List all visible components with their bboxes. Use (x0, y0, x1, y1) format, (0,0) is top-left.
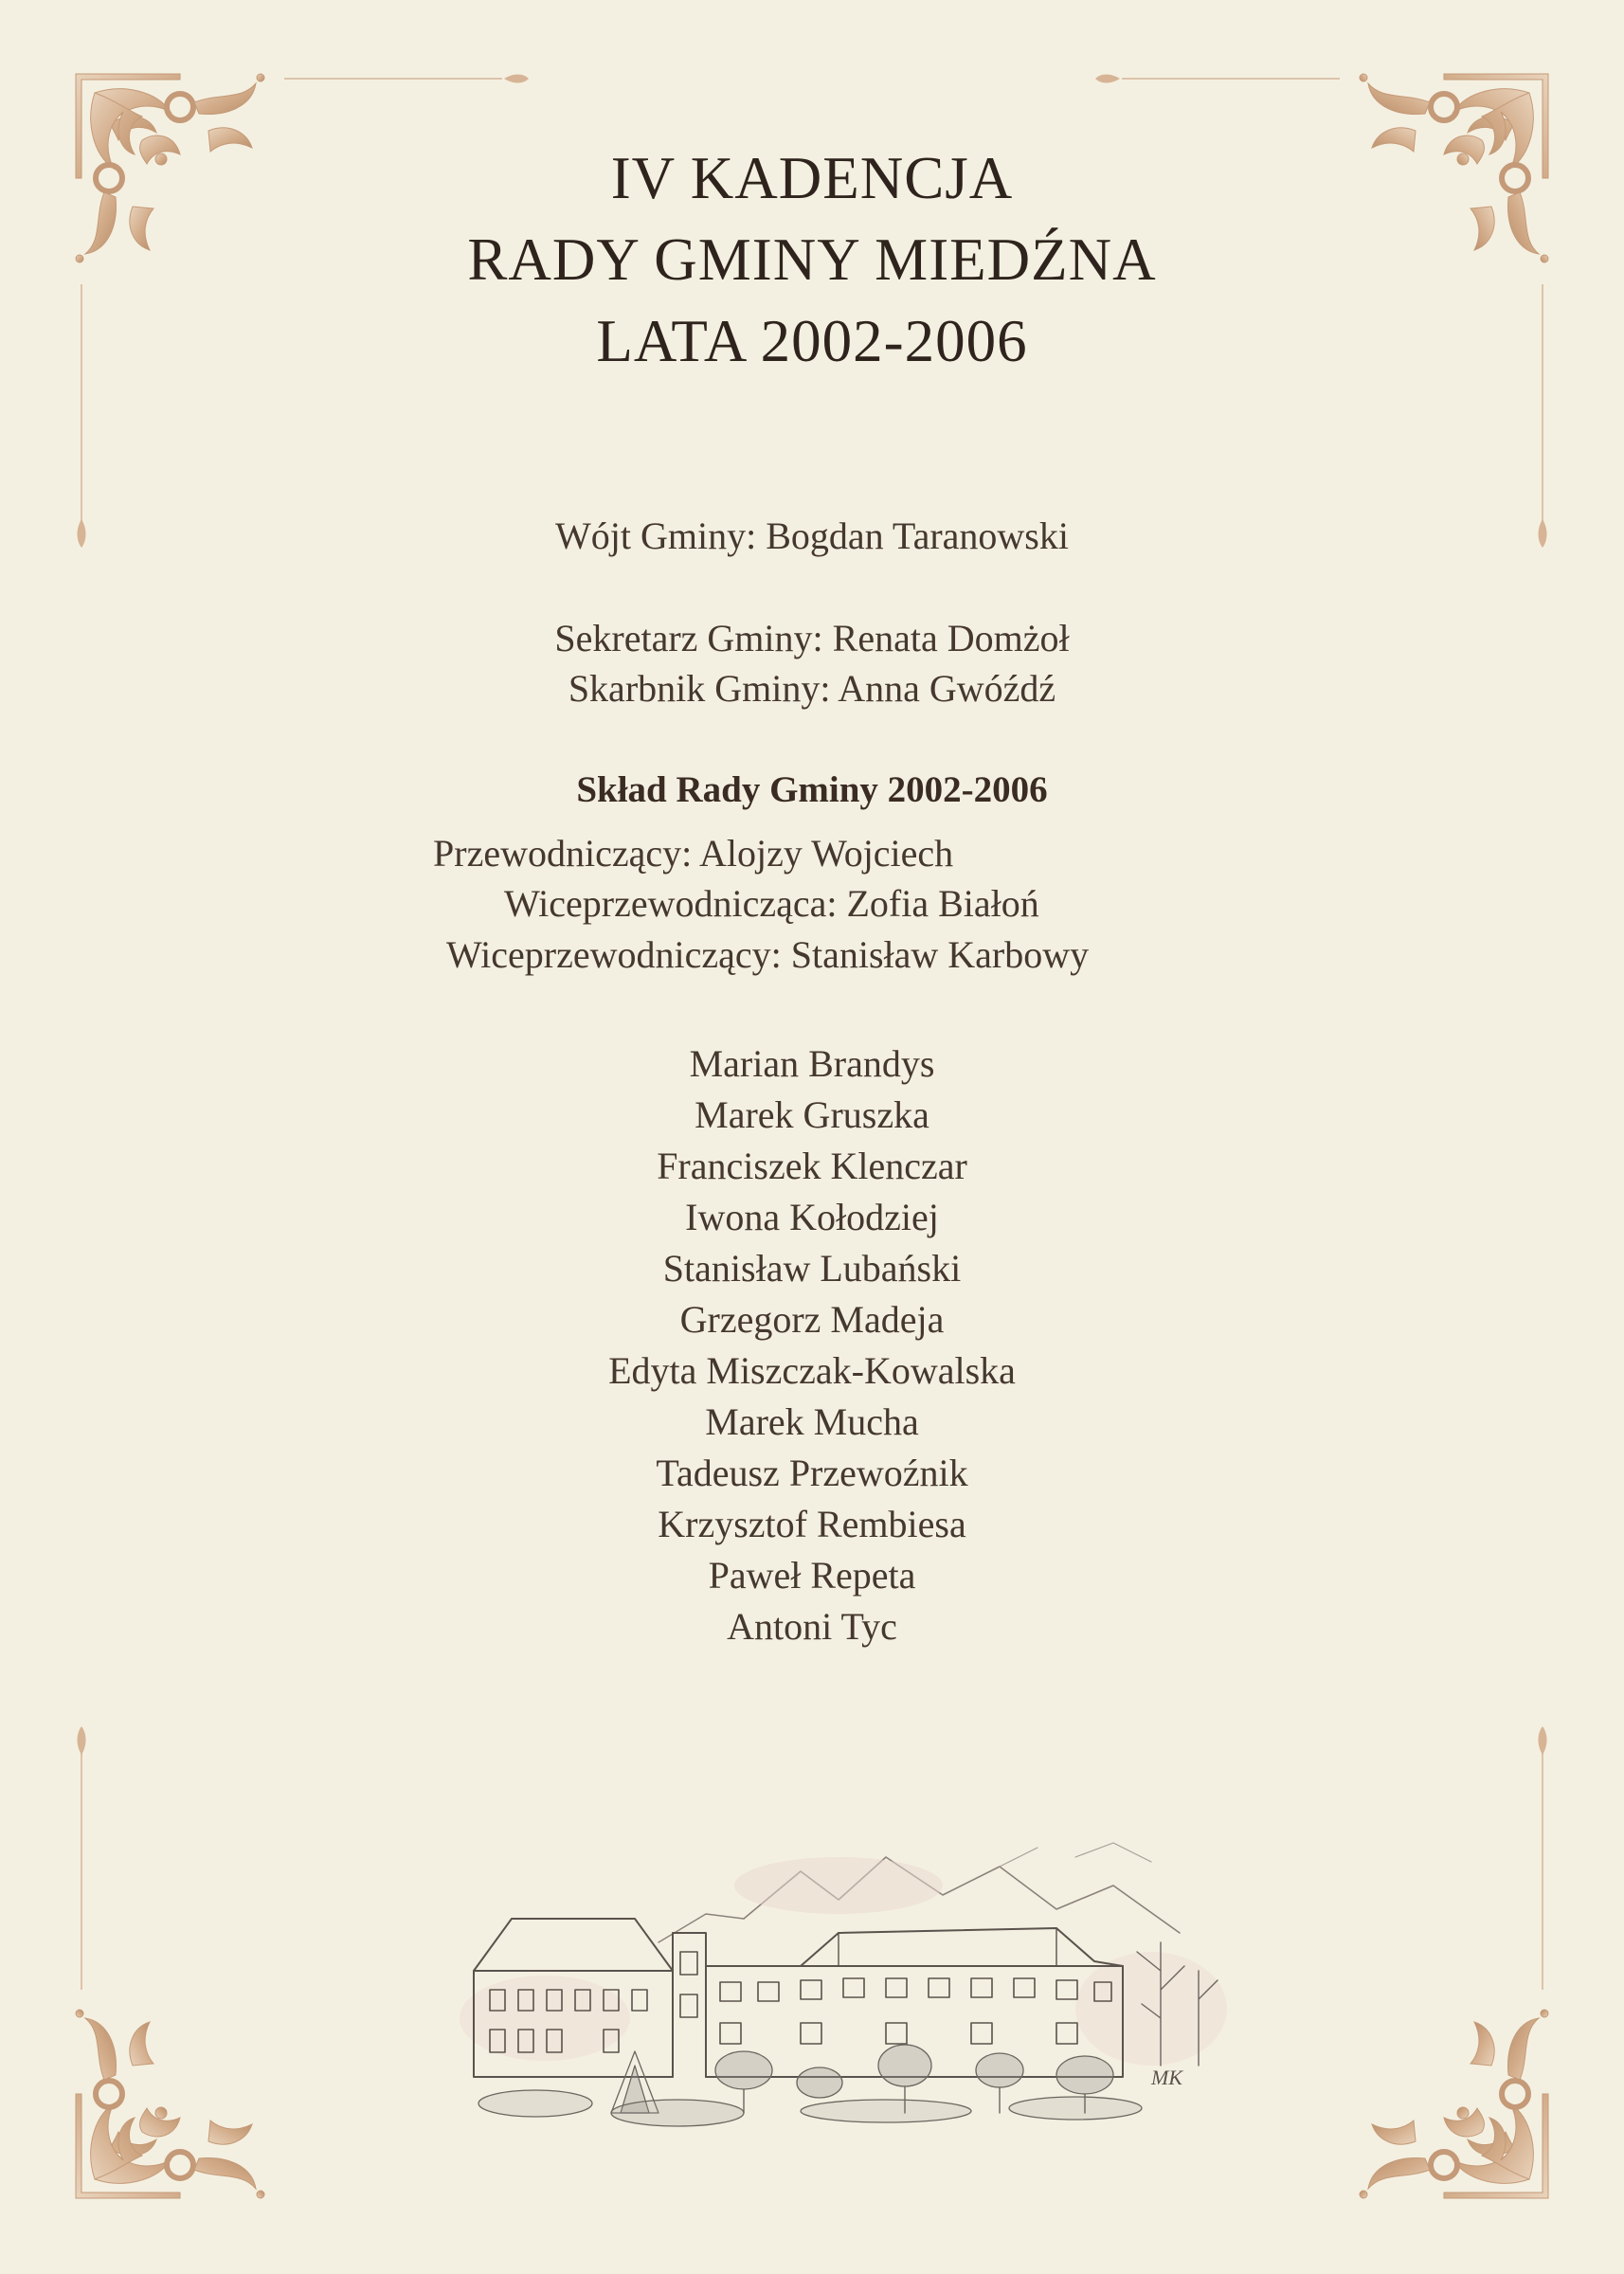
corner-ornament-bottom-right (1340, 1990, 1558, 2208)
title-line-3: LATA 2002-2006 (596, 308, 1028, 374)
council-members-list (0, 1038, 1624, 1652)
border-rule-right-bottom (1534, 1724, 1551, 1990)
title-line-2: RADY GMINY MIEDŹNA (467, 226, 1157, 293)
border-rule-top-left (284, 70, 531, 87)
building-sketch-illustration (431, 1829, 1265, 2132)
list-item: Paweł Repeta (708, 1554, 916, 1597)
list-item: Franciszek Klenczar (657, 1145, 967, 1187)
list-item: Marek Gruszka (695, 1093, 929, 1136)
list-item: Iwona Kołodziej (685, 1196, 939, 1238)
title-line-1: IV KADENCJA (610, 145, 1014, 211)
list-item: Stanisław Lubański (662, 1247, 962, 1290)
page-title (0, 137, 1624, 382)
corner-ornament-bottom-left (66, 1990, 284, 2208)
wiceprzewodniczacy-line: Wiceprzewodniczący: Stanisław Karbowy (446, 933, 1090, 976)
sketch-signature: MK (1151, 2066, 1182, 2089)
przewodniczacy-line: Przewodniczący: Alojzy Wojciech (433, 832, 954, 875)
list-item: Antoni Tyc (727, 1605, 897, 1648)
list-item: Marian Brandys (689, 1042, 935, 1085)
wiceprzewodniczaca-line: Wiceprzewodnicząca: Zofia Białoń (504, 882, 1039, 925)
list-item: Marek Mucha (705, 1400, 919, 1443)
wojt-line: Wójt Gminy: Bogdan Taranowski (555, 514, 1069, 557)
sekretarz-line: Sekretarz Gminy: Renata Domżoł (554, 617, 1070, 659)
list-item: Krzysztof Rembiesa (658, 1503, 966, 1545)
border-rule-top-right (1093, 70, 1340, 87)
border-rule-left-bottom (73, 1724, 90, 1990)
list-item: Edyta Miszczak-Kowalska (608, 1349, 1016, 1392)
skarbnik-line: Skarbnik Gminy: Anna Gwóźdź (568, 667, 1056, 710)
list-item: Tadeusz Przewoźnik (656, 1452, 968, 1494)
list-item: Grzegorz Madeja (679, 1298, 945, 1341)
council-heading: Skład Rady Gminy 2002-2006 (576, 769, 1048, 810)
